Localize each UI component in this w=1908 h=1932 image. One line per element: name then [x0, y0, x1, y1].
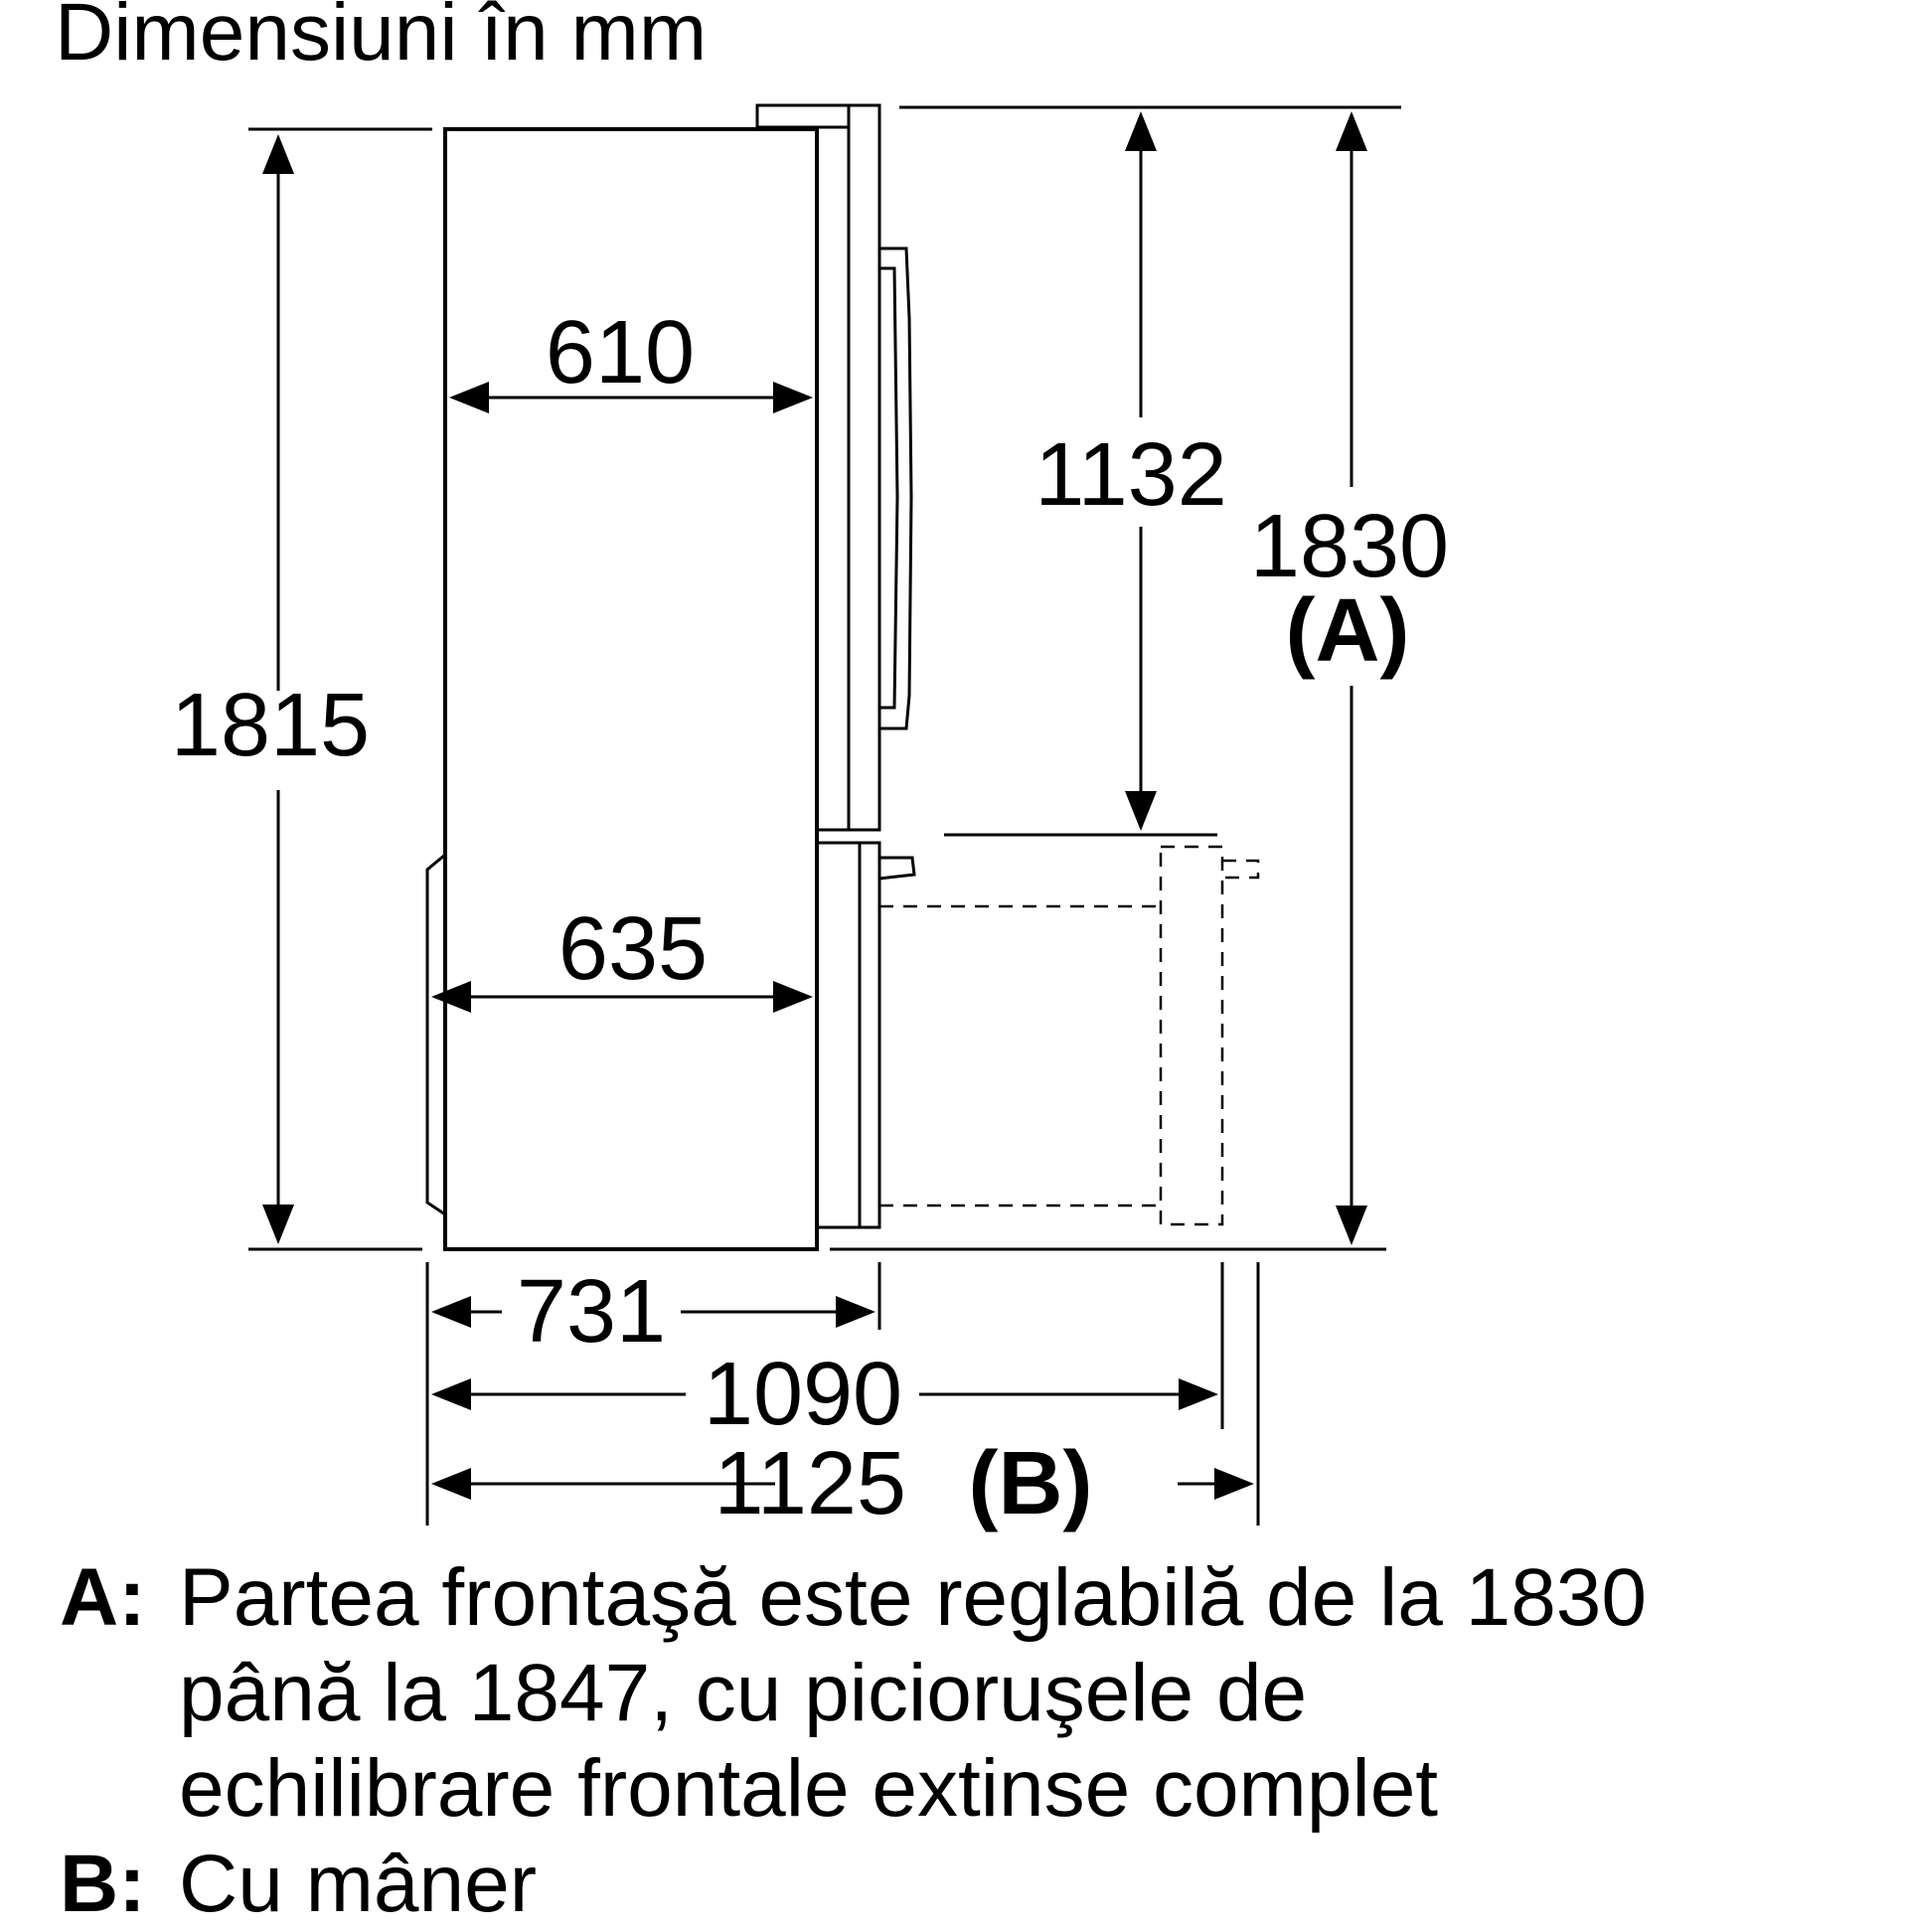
label-1132: 1132 — [1034, 425, 1227, 525]
arrow-1125-right — [1214, 1468, 1254, 1500]
label-731: 731 — [516, 1262, 667, 1362]
arrow-1090-left — [431, 1378, 471, 1410]
note-b-line-1: Cu mâner — [179, 1839, 538, 1929]
note-b-key: B: — [60, 1839, 146, 1929]
top-cap — [757, 105, 849, 127]
arrow-1132-up — [1125, 111, 1157, 151]
label-1125-key: (B) — [968, 1434, 1093, 1533]
note-a-line-3: echilibrare frontale extinse complet — [179, 1743, 1439, 1834]
arrow-610-left — [449, 382, 489, 413]
arrow-731-left — [431, 1296, 471, 1328]
note-a-key: A: — [60, 1552, 146, 1643]
page-title: Dimensiuni în mm — [55, 0, 708, 78]
label-1830-key: (A) — [1285, 581, 1410, 681]
note-a-line-2: până la 1847, cu picioruşele de — [179, 1648, 1308, 1738]
arrow-635-left — [431, 981, 471, 1013]
lower-handle — [879, 858, 914, 879]
arrow-635-right — [773, 981, 813, 1013]
fridge-body — [445, 129, 817, 1249]
arrow-1125-left — [431, 1468, 471, 1500]
drawer-front-dashed — [1161, 847, 1222, 1224]
label-1125: 1125 — [714, 1434, 906, 1533]
arrow-731-right — [836, 1296, 875, 1328]
drawer-handle-dashed — [1222, 861, 1258, 878]
label-610: 610 — [545, 303, 696, 402]
arrow-1815-down — [262, 1205, 294, 1244]
label-1090: 1090 — [703, 1345, 903, 1444]
note-b — [60, 1837, 1908, 1932]
label-1830: 1830 — [1249, 497, 1450, 596]
arrow-1830-up — [1336, 111, 1367, 151]
arrow-1815-up — [262, 134, 294, 174]
arrow-1830-down — [1336, 1206, 1367, 1245]
label-635: 635 — [557, 899, 709, 999]
note-a-line-1: Partea frontaşă este reglabilă de la 1830 — [179, 1552, 1648, 1643]
arrow-1132-down — [1125, 791, 1157, 831]
back-panel — [427, 855, 445, 1214]
arrow-610-right — [773, 382, 813, 413]
footnotes — [60, 1550, 1908, 1932]
label-1815: 1815 — [170, 676, 371, 775]
arrow-1090-right — [1179, 1378, 1218, 1410]
note-a — [60, 1550, 1908, 1837]
upper-door-handle-inner — [879, 268, 897, 708]
lower-door — [817, 843, 879, 1227]
